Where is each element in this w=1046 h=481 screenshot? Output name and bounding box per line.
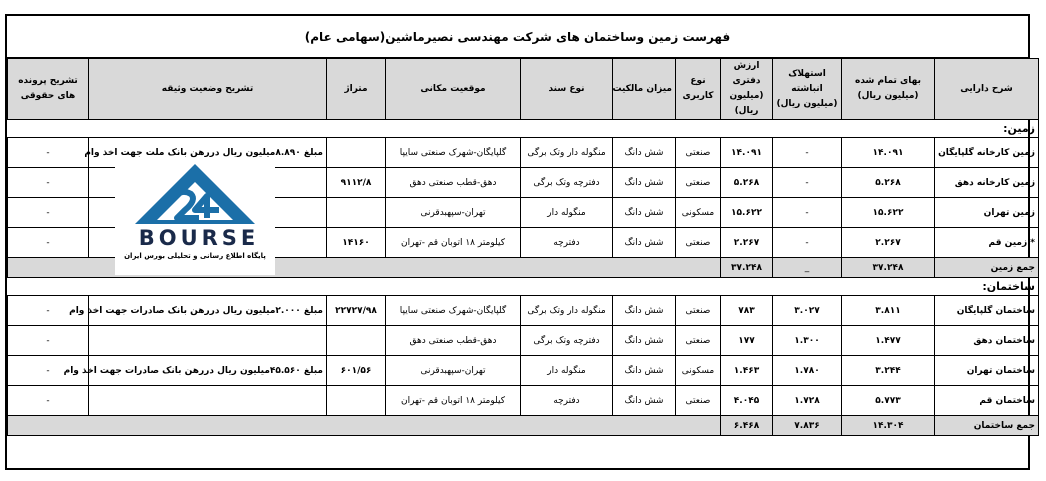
cell-book-value: ۱۴.۰۹۱ <box>721 138 773 168</box>
building-total-row <box>8 416 1039 436</box>
cell-area: ۱۴۱۶۰ <box>327 228 386 258</box>
cell-legal: - <box>8 326 89 356</box>
cell-area: ۲۲۷۲۷/۹۸ <box>327 296 386 326</box>
header-full-cost: بهای تمام شده (میلیون ریال) <box>842 59 935 120</box>
cell-location: کیلومتر ۱۸ اتوبان قم -تهران <box>386 228 521 258</box>
cell-book-value: ۲.۲۶۷ <box>721 228 773 258</box>
header-row <box>8 59 1039 120</box>
cell-usage: صنعتی <box>676 296 721 326</box>
cell-usage: صنعتی <box>676 386 721 416</box>
cell-description: ساختمان دهق <box>935 326 1039 356</box>
building-total-label: جمع ساختمان <box>935 416 1039 436</box>
building-total-book: ۶.۴۶۸ <box>721 416 773 436</box>
cell-area <box>327 326 386 356</box>
cell-location: تهران-سپهبدقرنی <box>386 198 521 228</box>
cell-legal: - <box>8 356 89 386</box>
cell-area <box>327 198 386 228</box>
header-document: نوع سند <box>521 59 613 120</box>
cell-description: ساختمان تهران <box>935 356 1039 386</box>
section-building-row <box>8 278 1039 296</box>
cell-ownership: شش دانگ <box>613 138 676 168</box>
cell-full-cost: ۲.۲۶۷ <box>842 228 935 258</box>
cell-depreciation: ۳.۰۲۷ <box>773 296 842 326</box>
cell-collateral <box>89 326 327 356</box>
cell-depreciation: - <box>773 198 842 228</box>
cell-usage: صنعتی <box>676 168 721 198</box>
cell-usage: صنعتی <box>676 138 721 168</box>
cell-book-value: ۱۵.۶۲۲ <box>721 198 773 228</box>
cell-book-value: ۱۷۷ <box>721 326 773 356</box>
cell-collateral <box>89 386 327 416</box>
cell-legal: - <box>8 386 89 416</box>
cell-ownership: شش دانگ <box>613 168 676 198</box>
logo-wordmark: BOURSE <box>138 226 260 250</box>
header-area: متراژ <box>327 59 386 120</box>
cell-collateral: مبلغ ۲.۰۰۰میلیون ریال دررهن بانک صادرات جهت اخذ وام <box>89 296 327 326</box>
header-book-value: ارزش دفتری (میلیون ریال) <box>721 59 773 120</box>
cell-legal: - <box>8 168 89 198</box>
bourse-mountain-icon <box>115 160 275 230</box>
land-total-label: جمع زمین <box>935 258 1039 278</box>
building-total-cost: ۱۴.۳۰۴ <box>842 416 935 436</box>
header-ownership: میزان مالکیت <box>613 59 676 120</box>
cell-document: منگوله دار وتک برگی <box>521 296 613 326</box>
cell-area <box>327 138 386 168</box>
cell-ownership: شش دانگ <box>613 386 676 416</box>
cell-legal: - <box>8 296 89 326</box>
cell-description: زمین کارخانه دهق <box>935 168 1039 198</box>
cell-document: منگوله دار <box>521 356 613 386</box>
cell-legal: - <box>8 198 89 228</box>
cell-full-cost: ۱۴.۰۹۱ <box>842 138 935 168</box>
cell-book-value: ۱.۴۶۳ <box>721 356 773 386</box>
table-row <box>8 296 1039 326</box>
cell-ownership: شش دانگ <box>613 198 676 228</box>
cell-location: گلپایگان-شهرک صنعتی سایپا <box>386 138 521 168</box>
bourse-watermark-logo <box>115 160 275 275</box>
cell-usage: صنعتی <box>676 228 721 258</box>
cell-depreciation: - <box>773 168 842 198</box>
cell-legal: - <box>8 138 89 168</box>
building-total-depreciation: ۷.۸۳۶ <box>773 416 842 436</box>
cell-full-cost: ۳.۸۱۱ <box>842 296 935 326</box>
section-building-label: ساختمان: <box>8 278 1039 296</box>
table-row <box>8 356 1039 386</box>
cell-document: دفترچه <box>521 228 613 258</box>
cell-legal: - <box>8 228 89 258</box>
header-depreciation: استهلاک انباشته (میلیون ریال) <box>773 59 842 120</box>
cell-usage: صنعتی <box>676 326 721 356</box>
cell-ownership: شش دانگ <box>613 356 676 386</box>
cell-collateral: مبلغ ۸.۸۹۰میلیون ریال دررهن بانک ملت جهت اخذ وام <box>89 138 327 168</box>
cell-usage: مسکونی <box>676 198 721 228</box>
header-usage: نوع کاربری <box>676 59 721 120</box>
cell-description: زمین تهران <box>935 198 1039 228</box>
land-total-book: ۳۷.۲۴۸ <box>721 258 773 278</box>
cell-location: گلپایگان-شهرک صنعتی سایپا <box>386 296 521 326</box>
cell-collateral: مبلغ ۴۵.۵۶۰میلیون ریال دررهن بانک صادرات جهت اخذ وام <box>89 356 327 386</box>
cell-location: دهق-قطب صنعتی دهق <box>386 326 521 356</box>
table-row <box>8 386 1039 416</box>
cell-depreciation: ۱.۷۸۰ <box>773 356 842 386</box>
land-total-cost: ۳۷.۲۴۸ <box>842 258 935 278</box>
cell-depreciation: ۱.۷۲۸ <box>773 386 842 416</box>
cell-depreciation: - <box>773 228 842 258</box>
land-total-depreciation: _ <box>773 258 842 278</box>
cell-usage: مسکونی <box>676 356 721 386</box>
cell-description: * زمین قم <box>935 228 1039 258</box>
cell-book-value: ۴.۰۴۵ <box>721 386 773 416</box>
cell-full-cost: ۱۵.۶۲۲ <box>842 198 935 228</box>
cell-document: دفترچه <box>521 386 613 416</box>
cell-description: ساختمان گلپایگان <box>935 296 1039 326</box>
header-location: موقعیت مکانی <box>386 59 521 120</box>
section-land-row <box>8 120 1039 138</box>
cell-area <box>327 386 386 416</box>
cell-location: کیلومتر ۱۸ اتوبان قم -تهران <box>386 386 521 416</box>
cell-book-value: ۷۸۳ <box>721 296 773 326</box>
cell-ownership: شش دانگ <box>613 228 676 258</box>
cell-document: دفترچه وتک برگی <box>521 326 613 356</box>
cell-location: تهران-سپهبدقرنی <box>386 356 521 386</box>
building-total-filler <box>8 416 721 436</box>
cell-full-cost: ۳.۲۴۴ <box>842 356 935 386</box>
cell-document: منگوله دار <box>521 198 613 228</box>
cell-description: زمین کارخانه گلپایگان <box>935 138 1039 168</box>
cell-document: دفترچه وتک برگی <box>521 168 613 198</box>
report-title: فهرست زمین وساختمان های شرکت مهندسی نصیرماشین(سهامی عام) <box>7 16 1028 58</box>
cell-description: ساختمان قم <box>935 386 1039 416</box>
header-legal: تشریح پرونده های حقوقی <box>8 59 89 120</box>
cell-full-cost: ۵.۲۶۸ <box>842 168 935 198</box>
cell-book-value: ۵.۲۶۸ <box>721 168 773 198</box>
cell-document: منگوله دار وتک برگی <box>521 138 613 168</box>
table-row <box>8 326 1039 356</box>
cell-location: دهق-قطب صنعتی دهق <box>386 168 521 198</box>
header-collateral: تشریح وضعیت وثیقه <box>89 59 327 120</box>
cell-area: ۶۰۱/۵۶ <box>327 356 386 386</box>
cell-area: ۹۱۱۲/۸ <box>327 168 386 198</box>
cell-depreciation: - <box>773 138 842 168</box>
cell-depreciation: ۱.۳۰۰ <box>773 326 842 356</box>
section-land-label: زمین: <box>8 120 1039 138</box>
header-description: شرح دارایی <box>935 59 1039 120</box>
cell-ownership: شش دانگ <box>613 296 676 326</box>
logo-subtitle: پایگاه اطلاع رسانی و تحلیلی بورس ایران <box>124 252 266 260</box>
cell-full-cost: ۱.۴۷۷ <box>842 326 935 356</box>
cell-full-cost: ۵.۷۷۳ <box>842 386 935 416</box>
cell-ownership: شش دانگ <box>613 326 676 356</box>
